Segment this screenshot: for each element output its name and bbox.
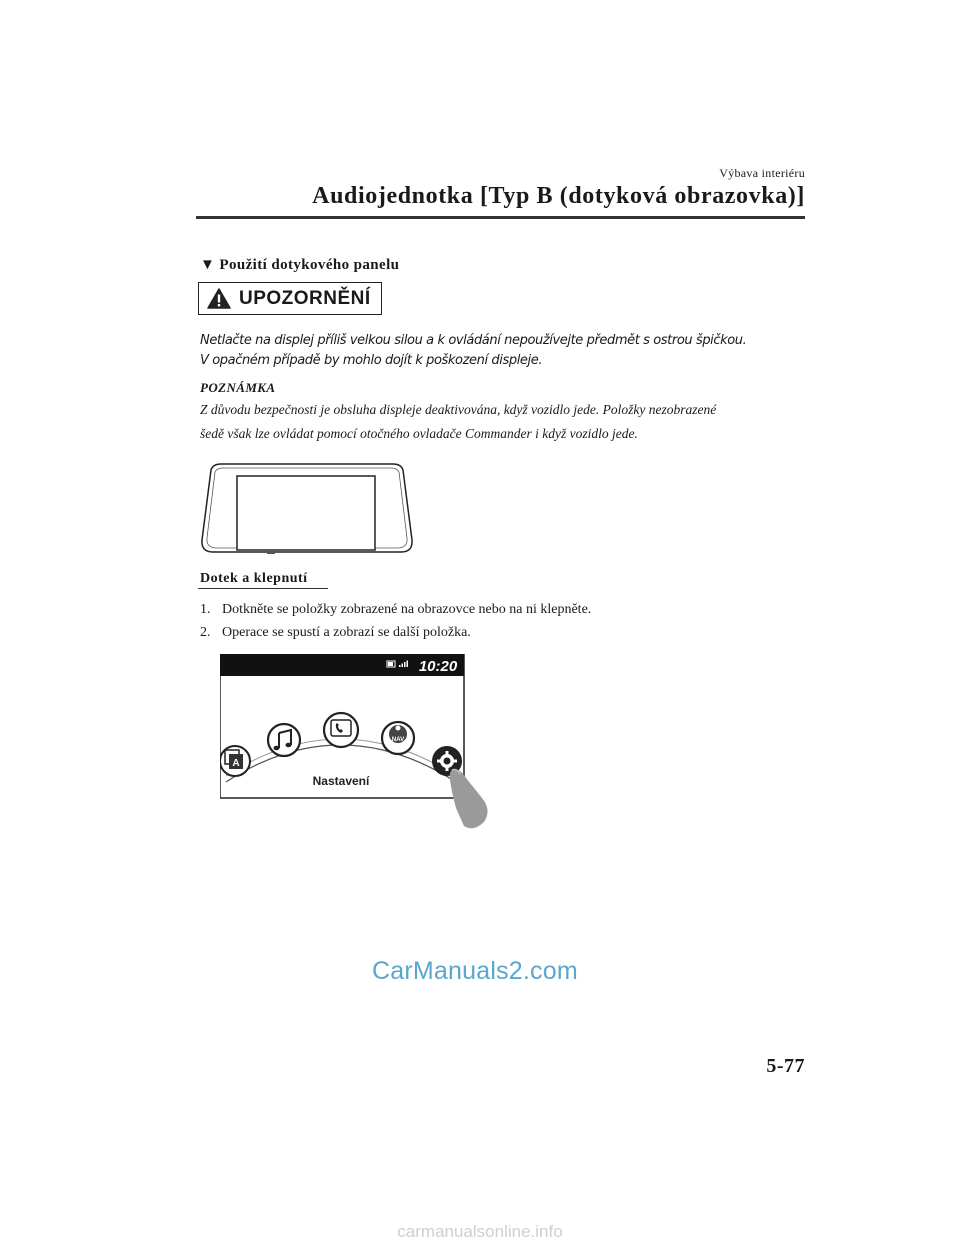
- note-text: [200, 398, 810, 446]
- list-item: [200, 621, 591, 644]
- step-number: 2.: [200, 625, 211, 640]
- figure-caption: Dotek a klepnutí: [200, 571, 308, 586]
- finger-illustration: [450, 770, 488, 829]
- watermark-text: CarManuals2.com: [372, 957, 578, 985]
- caution-label: UPOZORNĚNÍ: [239, 287, 371, 309]
- caution-box: [198, 282, 382, 315]
- caution-line-2: V opačném případě by mohlo dojít k poškození displeje.: [200, 353, 543, 368]
- applications-icon-badge: A: [232, 758, 240, 769]
- warning-icon: [207, 288, 231, 309]
- page-number: 5-77: [766, 1055, 805, 1077]
- caution-line-1: Netlačte na displej příliš velkou silou a k ovládání nepoužívejte předmět s ostrou špičkou.: [200, 333, 747, 348]
- settings-label: Nastavení: [312, 774, 370, 788]
- subsection-title: ▼ Použití dotykového panelu: [200, 257, 400, 273]
- list-item: [200, 598, 591, 621]
- applications-icon[interactable]: [220, 746, 250, 776]
- caution-text: [200, 331, 800, 371]
- footer-url: carmanualsonline.info: [397, 1222, 563, 1241]
- phone-icon[interactable]: [324, 713, 358, 747]
- note-line-2: šedě však lze ovládat pomocí otočného ovladače Commander i když vozidlo jede.: [200, 426, 638, 441]
- note-label: POZNÁMKA: [200, 380, 276, 395]
- music-icon[interactable]: [268, 724, 300, 756]
- caption-rule: [198, 588, 328, 589]
- section-title: Audiojednotka [Typ B (dotyková obrazovka)]: [312, 183, 805, 209]
- status-time: 10:20: [418, 658, 458, 675]
- screen-illustration: [220, 654, 490, 834]
- step-text: Operace se spustí a zobrazí se další položka.: [222, 625, 471, 640]
- header-rule: [196, 216, 805, 219]
- step-number: 1.: [200, 602, 211, 617]
- navigation-icon[interactable]: [382, 722, 414, 754]
- note-line-1: Z důvodu bezpečnosti je obsluha displeje deaktivována, když vozidlo jede. Položky nezobrazené: [200, 402, 717, 417]
- display-illustration: [197, 462, 417, 557]
- chapter-title: Výbava interiéru: [719, 166, 805, 180]
- navigation-icon-badge: NAV: [391, 737, 405, 743]
- steps-list: [200, 598, 591, 644]
- step-text: Dotkněte se položky zobrazené na obrazovce nebo na ni klepněte.: [222, 602, 592, 617]
